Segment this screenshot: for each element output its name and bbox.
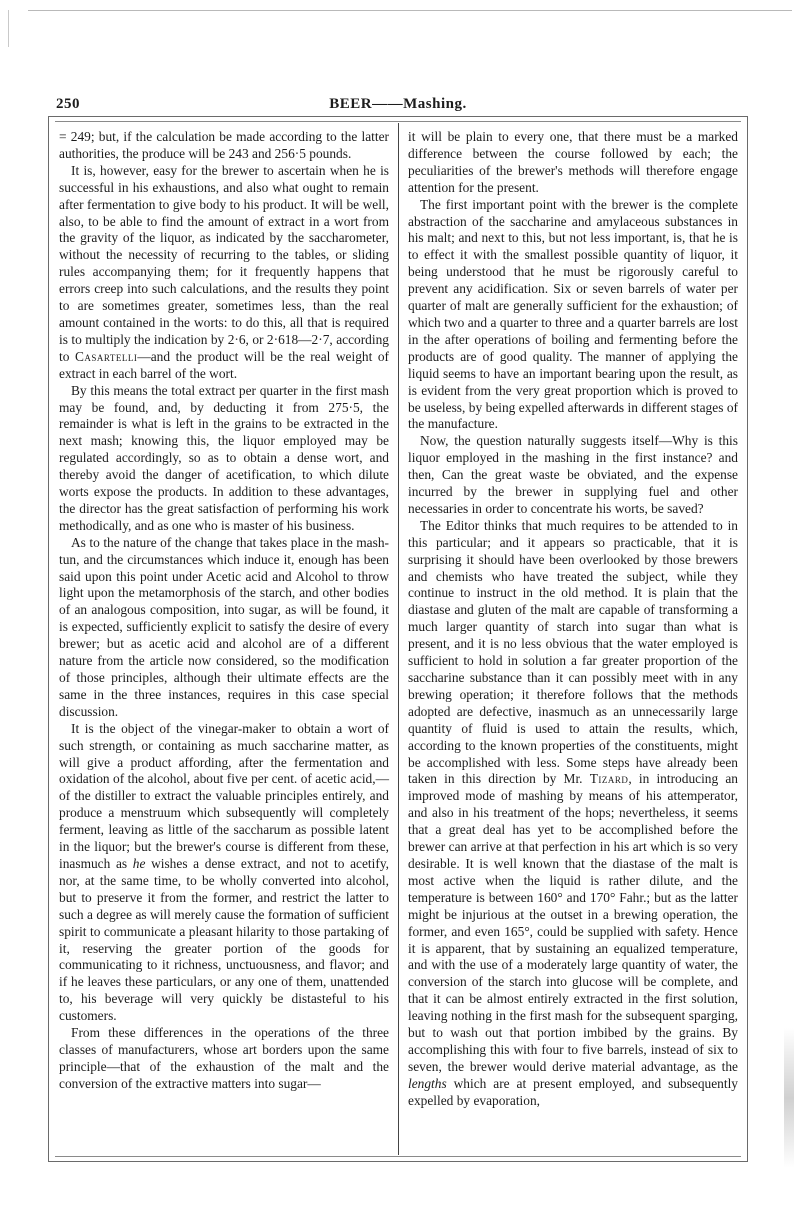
paragraph-text: , in introducing an improved mode of mashing by means of his attemperator, and also in his treatment of the hops; — [408, 771, 738, 821]
author-name: Casartelli — [74, 348, 138, 364]
paragraph: By this means the total extract per quarter in the first mash may be found, and, by deducting it from 275·5, the remainder is what is left in the grains to be extracted in the next mash; knowing this, the liquor employed may be regulated accordingly, so as to obtain a dense wort, and thereby avoid the danger of acetification, to which dilute worts expose the products. In addition to these advantages, the director has the great satisfaction of performing his work methodically, and as one who is master of his business. — [59, 382, 389, 533]
paragraph-text: —and the product will be the real weight of extract in each barrel of the wort. — [59, 348, 389, 381]
scan-edge-shadow — [784, 1028, 794, 1168]
book-page — [48, 86, 748, 1162]
paragraph-text: which are at present employed, and subsequently expelled by evaporation, — [408, 1075, 738, 1108]
paragraph — [408, 518, 738, 1110]
paragraph-text: It is the object of the vinegar-maker to obtain a wort of such strength, or containing as much saccharine matter, as will give a product affording, after the fermentation and oxidation of the alcohol, about five per cent. of acetic acid,—of the distiller to extract the valuable principles entirely, and produce a menstruum which subsequently will completely ferment, leaving as little of the saccharum as possible latent in the liquor; but the brewer's course is different from these, inasmuch as — [59, 720, 389, 871]
column-divider — [398, 123, 399, 1155]
text-frame — [48, 116, 748, 1162]
paragraph: The first important point with the brewer is the complete abstraction of the saccharine and amylaceous substances in his malt; and next to this, but not less important, is, that he is to effect it with the smallest possible quantity of liquor, it being understood that he must be rigorously careful to prevent any acidification. Six or seven barrels of water per quarter of malt are generally sufficient for the exhaustion; of which two and a quarter to three and a quarter barrels are lost in the after operations of boiling and fermenting before the products are of good quality. The manner of applying the liquid seems to have an important bearing upon the result, as is evident from the very great proportion which is proved to be useless, by being expelled afterwards in different stages of the manufacture. — [408, 196, 738, 432]
paragraph-text: nevertheless, it seems that a great deal has yet to be accomplished before the brewer can arrive at that perfection in his art which is so very desirable. It is well known that the diastase of the malt is most active when the liquid is rather dilute, and the temperature is between 160° and 170° Fahr.; but as the latter might be injurious at the outset in a brewing operation, the former, and even 165°, could be supplied with safety. Hence it is apparent, that by sustaining an equalized temperature, and with the use of a moderately large quantity of water, the conversion of the starch into glucose will be complete, and that it can be almost entirely extracted in the first solution, leaving nothing in the first mash for the subsequent sparging, but to wash out that portion imbibed by the grains. By accomplishing this with four to five barrels, instead of six to seven, the brewer would derive material advantage, as the — [408, 805, 738, 1074]
paragraph — [59, 163, 389, 383]
paragraph — [59, 721, 389, 1025]
paragraph: it will be plain to every one, that there must be a marked difference between the course followed by each; the peculiarities of the brewer's methods will therefore engage attention for the present. — [408, 129, 738, 195]
page-header — [48, 86, 748, 116]
paragraph-text: It is, however, easy for the brewer to ascertain when he is successful in his exhaustions, and also what ought to remain after fermentation to give body to his product. It will be well, also, to be able to find the amount of extract in a wort from the gravity of the liquor, as indicated by the saccharometer, without the necessity of recurring to the tables, or sliding rules accompanying them; for it frequently happens that errors creep into such calculations, and the results they point to are sometimes greater, sometimes less, than the real amount contained in the worts: to do this, all that is required is to multiply the indication by 2·6, or 2·618—2·7, according to — [59, 162, 389, 364]
paragraph: Now, the question naturally suggests itself—Why is this liquor employed in the mashing in the first instance? and then, Can the great waste be obviated, and the expense incurred by the brewer in supplying fuel and other necessaries in order to concentrate his worts, be saved? — [408, 433, 738, 516]
right-column — [408, 129, 738, 1110]
paragraph: From these differences in the operations of the three classes of manufacturers, whose art borders upon the same principle—that of the exhaustion of the malt and the conversion of the extractive matters into sugar— — [59, 1025, 389, 1091]
emphasis-word: lengths — [408, 1075, 447, 1091]
scan-edge-left — [8, 10, 9, 47]
running-title: BEER——Mashing. — [329, 96, 467, 112]
left-column — [59, 129, 389, 1093]
paragraph-text: wishes a dense extract, and not to acetify, nor, at the same time, to be wholly converted into alcohol, but to preserve it from the former, and restrict the latter to such a degree as will merely cause the formation of sufficient spirit to communicate a pleasant hilarity to those partaking of it, reserving the greater portion of the goods for communicating to it richness, unctuousness, and flavor; and if he leaves these particulars, or any one of them, unattended to, his beverage will very quickly be distasteful to his customers. — [59, 855, 389, 1024]
scan-edge-top — [28, 10, 792, 11]
emphasis-word: he — [132, 855, 146, 871]
paragraph-text: The Editor thinks that much requires to be attended to in this particular; and it appears so practicable, that it is surprising it should have been overlooked by those brewers and chemists who have treated the subject, while they continue to instruct in the old method. It is plain that the diastase and gluten of the malt are capable of transforming a much larger quantity of starch into sugar than what is present, and it is no less obvious that the water employed is sufficient to hold in solution a far greater proportion of the saccharine substance than it can possibly meet with in any brewing operation; it therefore follows that the methods adopted are defective, inasmuch as an unnecessarily large quantity of fluid is used to attain the results, which, according to the known properties of the constituents, might be accomplished with less. Some steps have already been taken in this direction by Mr. — [408, 517, 738, 787]
author-name: Tizard — [589, 771, 629, 787]
paragraph: = 249; but, if the calculation be made according to the latter authorities, the produce will be 243 and 256·5 pounds. — [59, 129, 389, 161]
paragraph: As to the nature of the change that takes place in the mash-tun, and the circumstances which induce it, enough has been said upon this point under Acetic acid and Alcohol to throw light upon the metamorphosis of the starch, and other bodies of an analogous composition, into sugar, as will be found, it is expected, sufficiently explicit to satisfy the desire of every brewer; but as acetic acid and alcohol are of a different nature from the article now considered, so the modification of those principles, although their ultimate effects are the same in the three instances, requires in this case special discussion. — [59, 534, 389, 719]
page-number: 250 — [56, 96, 80, 112]
